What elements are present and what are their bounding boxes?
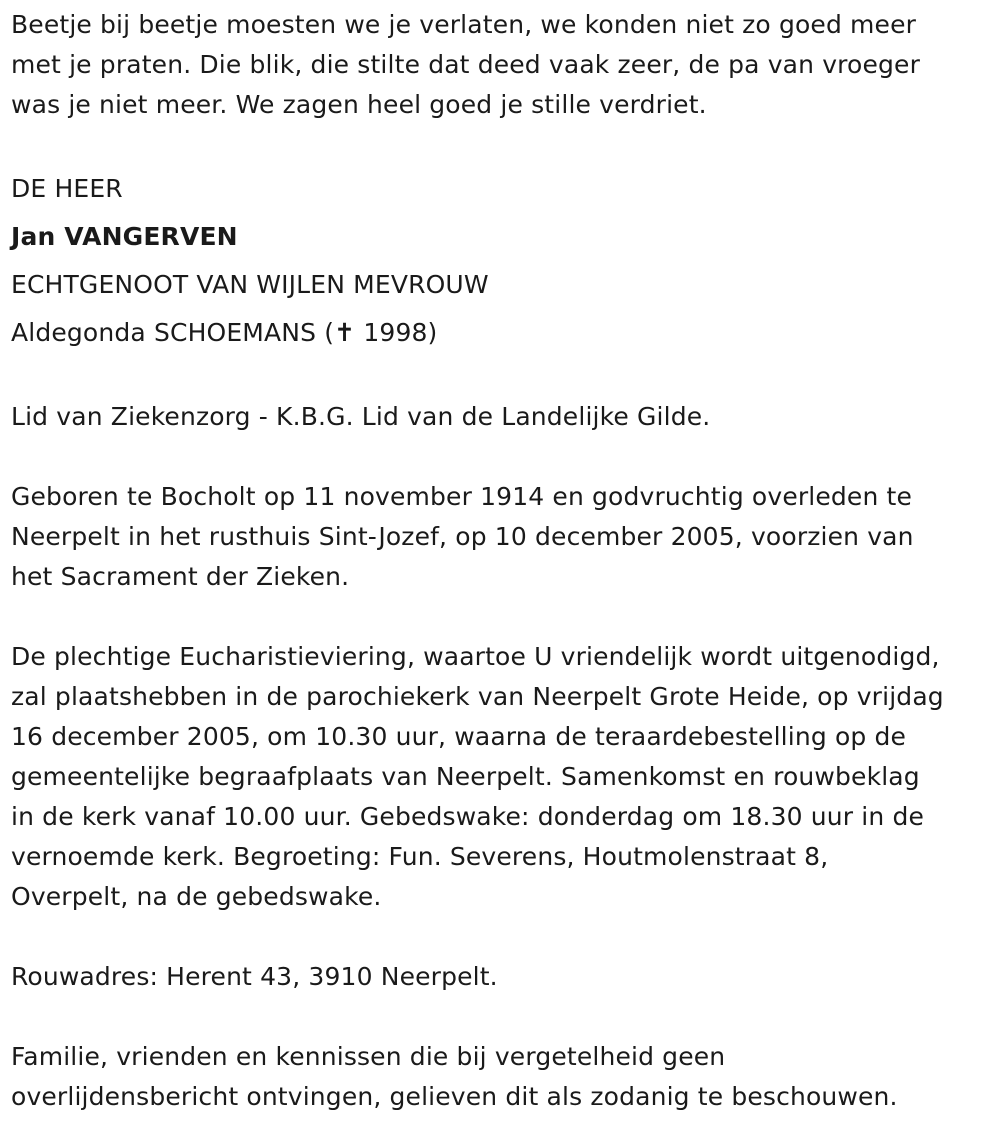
relation-label: ECHTGENOOT VAN WIJLEN MEVROUW bbox=[11, 270, 489, 299]
intro-line: Beetje bij beetje moesten we je verlaten, we konden niet zo goed meer bbox=[11, 10, 917, 39]
closing-line: overlijdensbericht ontvingen, gelieven dit als zodanig te beschouwen. bbox=[11, 1082, 898, 1111]
ceremony-line: 16 december 2005, om 10.30 uur, waarna de teraardebestelling op de bbox=[11, 722, 907, 751]
spacer bbox=[11, 597, 992, 637]
salutation: DE HEER bbox=[11, 174, 123, 203]
ceremony-text bbox=[11, 637, 992, 917]
ceremony-line: Overpelt, na de gebedswake. bbox=[11, 882, 382, 911]
spacer bbox=[11, 917, 992, 957]
closing-text bbox=[11, 1037, 992, 1117]
address-line: Rouwadres: Herent 43, 3910 Neerpelt. bbox=[11, 962, 498, 991]
deceased-name: Jan VANGERVEN bbox=[11, 222, 238, 251]
ceremony-line: zal plaatshebben in de parochiekerk van Neerpelt Grote Heide, op vrijdag bbox=[11, 682, 944, 711]
spacer bbox=[11, 997, 992, 1037]
intro-line: met je praten. Die blik, die stilte dat deed vaak zeer, de pa van vroeger bbox=[11, 50, 921, 79]
spacer bbox=[11, 125, 992, 165]
mourning-address bbox=[11, 957, 992, 997]
ceremony-line: in de kerk vanaf 10.00 uur. Gebedswake: donderdag om 18.30 uur in de bbox=[11, 802, 925, 831]
membership-text bbox=[11, 397, 992, 437]
spouse-name: Aldegonda SCHOEMANS (✝ 1998) bbox=[11, 318, 438, 347]
spacer bbox=[11, 437, 992, 477]
intro-line: was je niet meer. We zagen heel goed je stille verdriet. bbox=[11, 90, 707, 119]
birth-death-text bbox=[11, 477, 992, 597]
closing-line: Familie, vrienden en kennissen die bij vergetelheid geen bbox=[11, 1042, 726, 1071]
deceased-heading bbox=[11, 165, 992, 357]
birth-death-line: het Sacrament der Zieken. bbox=[11, 562, 350, 591]
membership-line: Lid van Ziekenzorg - K.B.G. Lid van de Landelijke Gilde. bbox=[11, 402, 711, 431]
birth-death-line: Neerpelt in het rusthuis Sint-Jozef, op 10 december 2005, voorzien van bbox=[11, 522, 914, 551]
spacer bbox=[11, 357, 992, 397]
ceremony-line: De plechtige Eucharistieviering, waartoe U vriendelijk wordt uitgenodigd, bbox=[11, 642, 940, 671]
ceremony-line: gemeentelijke begraafplaats van Neerpelt. Samenkomst en rouwbeklag bbox=[11, 762, 920, 791]
ceremony-line: vernoemde kerk. Begroeting: Fun. Severens, Houtmolenstraat 8, bbox=[11, 842, 829, 871]
birth-death-line: Geboren te Bocholt op 11 november 1914 en godvruchtig overleden te bbox=[11, 482, 913, 511]
intro-poem bbox=[11, 5, 992, 125]
